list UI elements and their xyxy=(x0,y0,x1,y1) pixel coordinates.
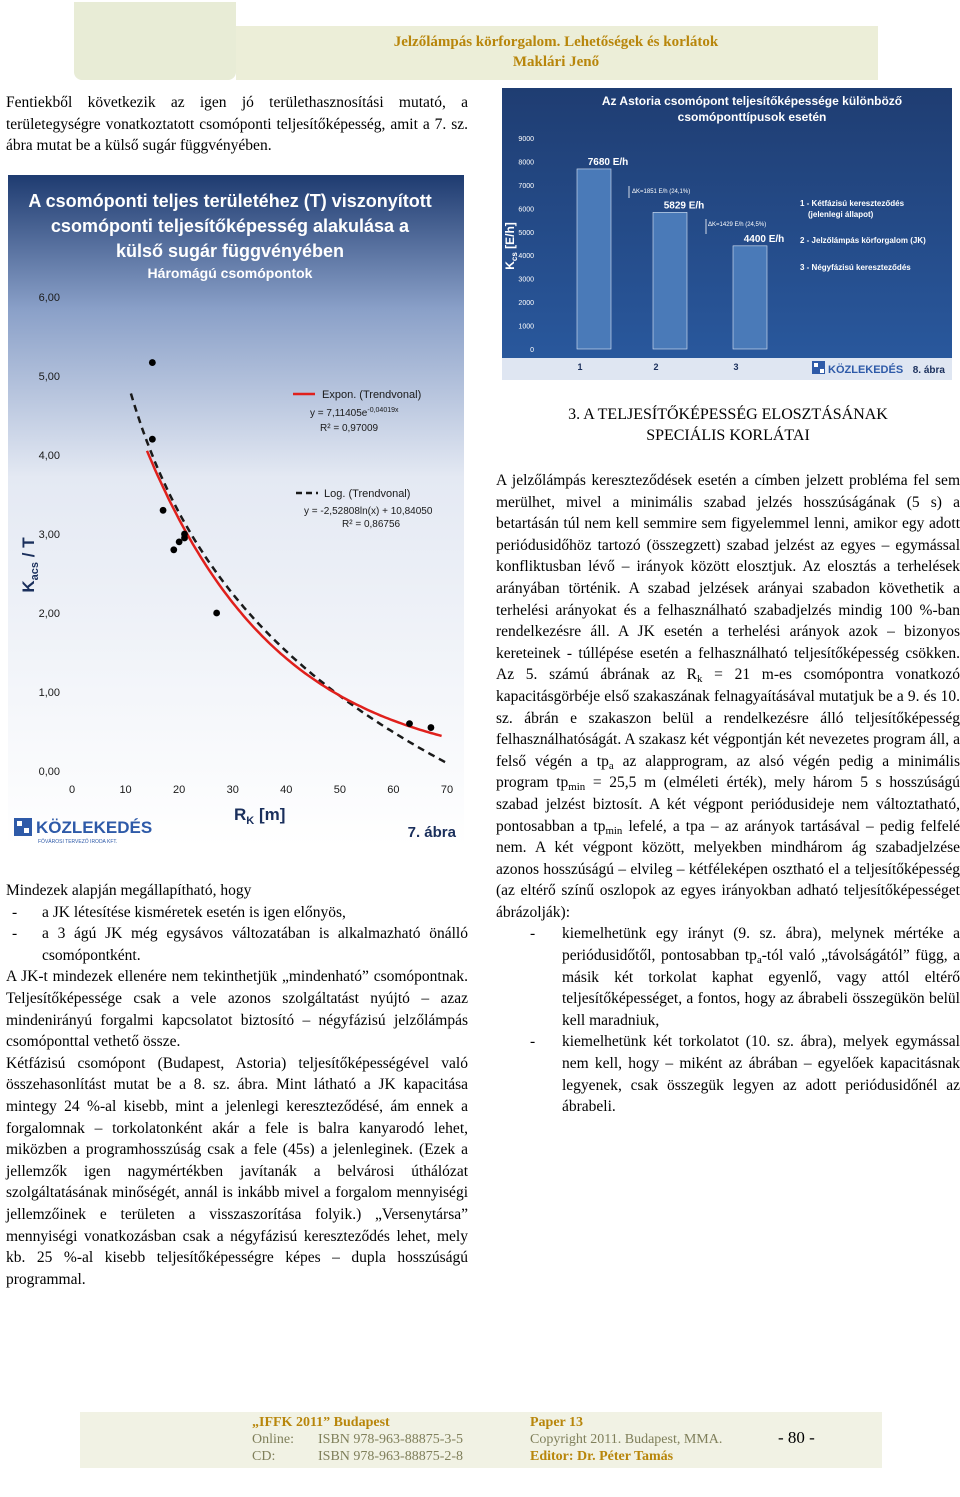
footer-conference: „IFFK 2011” Budapest xyxy=(252,1415,390,1430)
fig7-subtitle: Háromágú csomópontok xyxy=(147,265,313,281)
fig8-y-tick-label: 4000 xyxy=(518,253,534,261)
fig7-x-tick-label: 60 xyxy=(387,784,400,796)
fig7-x-axis-title xyxy=(234,805,285,827)
footer-paper-number: Paper 13 xyxy=(530,1415,584,1430)
fig8-legend-item-3: 3 - Négyfázisú kereszteződés xyxy=(800,263,911,272)
fig7-data-point xyxy=(213,610,220,617)
section-heading-line-1: 3. A TELJESÍTŐKÉPESSÉG ELOSZTÁSÁNAK xyxy=(568,406,888,423)
svg-text:RK [m]: $R_K$ [m] xyxy=(234,805,286,827)
legend-expon-r2: R² = 0,97009 xyxy=(320,423,379,434)
footer-band xyxy=(80,1412,882,1468)
fig8-bar xyxy=(733,246,767,349)
legend-expon-equation: $y = 7,11405e^{-0,04019x}$ xyxy=(310,407,399,419)
fig8-y-tick-label: 5000 xyxy=(518,229,534,237)
right-list-item-1: - kiemelhetünk egy irányt (9. sz. ábra), melynek mértéke a periódusidőtől, pontosabban $tp_a$-tól való „távolságától” függ, a másik két torkolat kaphat egyenlő, vagy attól eltérő teljesítőképességet, a fontos, hogy az ábrabeli összegükön belül kell maradniuk, xyxy=(530,925,960,1029)
fig8-bar xyxy=(577,169,611,349)
figure-7-chart xyxy=(8,175,464,847)
footer-cd-isbn: CD: ISBN 978-963-88875-2-8 xyxy=(252,1449,464,1464)
fig8-delta-2: ΔK=1429 E/h (24,5%) xyxy=(708,222,767,228)
fig8-bar-label: 7680 E/h xyxy=(587,156,629,168)
fig7-y-tick-label: 0,00 xyxy=(38,766,60,778)
fig8-legend-item-2: 2 - Jelzőlámpás körforgalom (JK) xyxy=(800,236,926,245)
header-author: Maklári Jenő xyxy=(512,54,600,70)
fig7-x-tick-label: 20 xyxy=(173,784,186,796)
fig8-delta-1: ΔK=1851 E/h (24,1%) xyxy=(632,189,691,195)
fig8-y-tick-label: 1000 xyxy=(518,323,534,331)
fig7-y-tick-label: 3,00 xyxy=(38,529,60,541)
svg-text:Kacs / T: $K_{acs}$ / T xyxy=(19,537,41,593)
figure-8-chart xyxy=(502,88,952,380)
fig8-legend-item-1: 1 - Kétfázisú kereszteződés xyxy=(800,199,905,208)
fig8-bar-label: 5829 E/h xyxy=(663,200,705,212)
fig8-y-tick-label: 3000 xyxy=(518,276,534,284)
fig7-x-tick-label: 70 xyxy=(440,784,454,796)
running-header xyxy=(236,32,876,72)
footer-online-isbn: Online: ISBN 978-963-88875-3-5 xyxy=(252,1432,464,1447)
left-paragraph-3: Kétfázisú csomópont (Budapest, Astoria) teljesítőképességével való összehasonlítást mutat be a 8. sz. ábra. Mint látható a JK kapacitása mintegy 24 %-al kisebb, mint a jelenlegi kereszteződésé, ám ennek a forgalomnak – torkolatonként akár a fele is balra kanyarodó lehet, miközben a programhosszúság csak a fele (45s) a jelenleginek. (Ezek a jellemzők igen nagymértékben javítanák a belvárosi úthálózat szolgáltatásának minőségét, annál is inkább mivel a forgalom mennyiségi jellemzőinek e területen a visszaszorítása folyik.) „Versenytársa” mennyiségi vonatkozásban csak a négyfázisú kereszteződés lehet, mely kb. 25 %-al kisebb teljesítőképességre képes – dupla hosszúságú programmal. xyxy=(6,1054,468,1288)
fig7-x-tick-label: 0 xyxy=(68,784,76,796)
fig8-y-tick-label: 8000 xyxy=(518,159,534,167)
left-paragraph-2: A JK-t mindezek ellenére nem tekinthetjük „mindenható” csomópontnak. Teljesítőképessége csak a vele azonos szolgáltatást nyújtó – azaz mindenirányú forgalmi kapcsolatot biztosító – négyfázisú jelzőlámpás csomóponttal vethető össze. xyxy=(6,968,468,1051)
header-title: Jelzőlámpás körforgalom. Lehetőségek és korlátok xyxy=(393,34,719,50)
fig7-data-point xyxy=(149,359,156,366)
svg-text:Kcs [E/h]: $K_{cs}$ [E/h] xyxy=(503,222,519,270)
fig8-y-tick-label: 7000 xyxy=(518,182,534,190)
fig7-data-point xyxy=(406,720,413,727)
intro-paragraph: Fentiekből következik az igen jó területhasznosítási mutató, a területegységre vonatkoztatott csomóponti teljesítőképesség, amit a 7. sz. ábra mutat be a külső sugár függvényében. xyxy=(6,94,468,155)
right-column-text xyxy=(496,470,960,1118)
left-paragraph-1: Mindezek alapján megállapítható, hogy xyxy=(6,882,252,899)
legend-expon-name: Expon. (Trendvonal) xyxy=(322,389,422,401)
footer-editor: Editor: Dr. Péter Tamás xyxy=(530,1449,674,1464)
fig7-y-tick-label: 5,00 xyxy=(38,371,60,383)
right-paragraph-1: A jelzőlámpás kereszteződések esetén a címben jelzett probléma fel sem merülhet, mivel a minimális szabad jelzés hosszúságának (5 s) a betartásán túl nem kell semmire sem figyelemmel lenni, amikor egy adott periódusidőhöz tartozó (összegzett) szabad jelzést az egyes – egymással konfliktusban lévő – irányok között elosztjuk. Az elosztás a terhelések arányában történik. A szabad jelzések arányai szabadon követhetik a terhelési arányokat és a felhasználható szabadjelzés mindig 100 %-ban rendelkezésre áll. A JK esetén a terhelési arányok azok – bizonyos kereteinek - túllépése esetén a felhasználható teljesítőképesség csökken. Az 5. számú ábrának az $R_k = 21$ m-es csomópontra vonatkozó kapacitásgörbéje első szakaszának felnagyaításával mutatjuk be a 9. és 10. sz. ábrán e szakaszon belül a rendelkezésre álló teljesítőképesség felhasználhatóságát. A szakasz két végpontján két nevezetes program áll, a felső végén a $tp_a$ az alapprogram, az alsó végén pedig a minimális program $tp_{min} = 25,5$ m (elméleti érték), mely három 5 s hosszúságú szabad jelzést biztosít. A két végpont periódusideje nem változtatható, pontosabban a $tp_{min}$ lefelé, a tpa – az arányok tartásával – pedig felfelé nem. A két végpont között, melyekben mindhárom ág szabadjelzése azonos hosszúságú – elvileg – kétféleképen osztható el a teljesítőképesség (az eltérő színű oszlopok az egyes irányokban adható teljesítőképességet ábrázolják): xyxy=(496,472,960,921)
fig8-y-axis-title xyxy=(503,222,519,270)
fig7-data-point xyxy=(181,535,188,542)
footer-publication-info xyxy=(252,1414,463,1465)
footer-copyright: Copyright 2011. Budapest, MMA. xyxy=(530,1432,723,1447)
fig7-y-tick-label: 1,00 xyxy=(38,687,60,699)
fig8-bar-label: 4400 E/h xyxy=(743,233,785,245)
legend-log-r2: R² = 0,86756 xyxy=(342,519,401,530)
fig8-caption: 8. ábra xyxy=(912,365,945,376)
fig7-data-point xyxy=(149,436,156,443)
fig7-y-tick-label: 4,00 xyxy=(38,450,60,462)
fig7-title-line-3: külső sugár függvényében xyxy=(115,241,345,261)
fig7-x-tick-label: 50 xyxy=(333,784,346,796)
fig8-y-tick-label: 2000 xyxy=(518,300,534,308)
page-number: - 80 - xyxy=(778,1428,815,1447)
right-list-item-2: - kiemelhetünk két torkolatot (10. sz. ábra), melyek egymással nem kell, hogy – miként az ábrában – egyelőek kapacitásnak legyenek, csak összegük legyen az adott periódusidőnél az ábrabeli. xyxy=(530,1033,960,1116)
fig8-legend-item-1b: (jelenlegi állapot) xyxy=(808,210,874,219)
footer-paper-info xyxy=(530,1414,722,1465)
section-heading xyxy=(500,404,956,446)
fig7-title-line-1: A csomóponti teljes területéhez (T) viszonyított xyxy=(28,191,432,211)
fig8-bar xyxy=(653,212,687,349)
fig8-x-tick-label: 3 xyxy=(733,362,739,372)
fig7-logo-subtext: FŐVÁROSI TERVEZŐ IRODA KFT. xyxy=(38,839,118,845)
fig8-x-tick-label: 2 xyxy=(653,362,659,372)
legend-log-equation: y = -2,52808ln(x) + 10,84050 xyxy=(304,506,433,517)
section-heading-line-2: SPECIÁLIS KORLÁTAI xyxy=(646,427,810,444)
left-column-text xyxy=(6,880,468,1290)
fig7-data-point xyxy=(160,507,167,514)
legend-log-name: Log. (Trendvonal) xyxy=(324,488,411,500)
fig8-x-tick-label: 1 xyxy=(577,362,583,372)
fig8-y-tick-label: 6000 xyxy=(518,206,534,214)
fig8-y-tick-label: 0 xyxy=(530,347,534,354)
fig7-x-tick-label: 10 xyxy=(119,784,132,796)
fig8-logo-text: KÖZLEKEDÉS xyxy=(828,364,904,376)
fig8-y-tick-label: 9000 xyxy=(518,136,534,143)
header-tab-decoration xyxy=(74,2,236,80)
fig7-data-point xyxy=(428,724,435,731)
left-list-item-1: - a JK létesítése kisméretek esetén is igen előnyös, xyxy=(12,903,346,921)
fig7-x-tick-label: 40 xyxy=(280,784,293,796)
fig8-title-line-2: csomóponttípusok esetén xyxy=(677,110,827,124)
fig7-y-tick-label: 6,00 xyxy=(38,292,60,304)
fig7-x-tick-label: 30 xyxy=(226,784,239,796)
fig7-logo-text: KÖZLEKEDÉS xyxy=(36,818,153,837)
fig7-data-point xyxy=(170,546,177,553)
fig7-title-line-2: csomóponti teljesítőképesség alakulása a xyxy=(50,216,410,236)
fig7-caption: 7. ábra xyxy=(407,824,456,841)
left-list-item-2: - a 3 ágú JK még egysávos változatában is alkalmazható önálló csomópontként. xyxy=(12,925,468,964)
fig7-y-tick-label: 2,00 xyxy=(38,608,60,620)
fig8-title-line-1: Az Astoria csomópont teljesítőképessége különböző xyxy=(601,94,903,108)
